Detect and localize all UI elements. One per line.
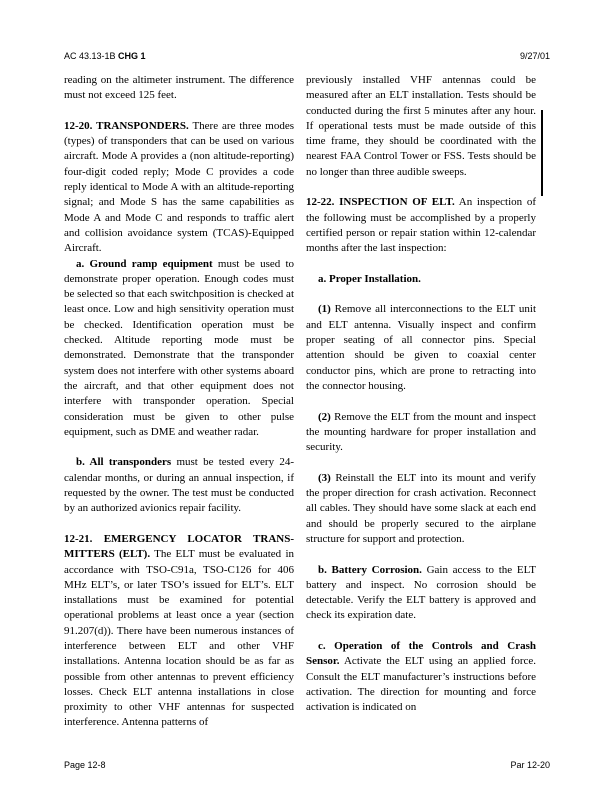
left-column <box>64 73 294 731</box>
paragraph-inspection-elt: 12-22. INSPECTION OF ELT. An inspection of the following must be accomplished by a properly certified person or repair station within 12-calendar months after the last inspection: <box>306 196 536 255</box>
section-heading-12-22: 12-22. INSPECTION OF ELT. <box>306 196 455 209</box>
paragraph-step-2: (2) Remove the ELT from the mount and inspect the mounting hardware for proper installation and security. <box>306 410 536 454</box>
footer-page: Page 12-8 <box>64 760 106 770</box>
step-number-1: (1) <box>318 303 331 316</box>
subheading-controls: c. Operation of the Controls and Crash Sensor. <box>306 639 536 668</box>
step-number-3: (3) <box>318 471 331 484</box>
subheading-a: a. Ground ramp equipment <box>76 257 213 270</box>
header-doc-id <box>64 51 146 61</box>
change-bar <box>541 110 543 196</box>
change-label: CHG 1 <box>118 51 146 61</box>
paragraph-controls-sensor: c. Operation of the Controls and Crash Sensor. Activate the ELT using an applied force. Consult the ELT manufacturer’s instructions before activation. The direction for mounting and force activation is indicated on <box>306 639 536 714</box>
paragraph-elt: 12-21. EMERGENCY LOCATOR TRANS- MITTERS (ELT). The ELT must be evaluated in accordance with TSO-C91a, TSO-C126 for 406 MHz ELT’s, or later TSO’s issued for ELT’s. ELT installations must be examined for potential operational problems at least once a year (section 91.207(d)). There have been numerous instances of interference between ELT and other VHF installations. Antenna location should be as far as possible from other antennas to prevent efficiency losses. Check ELT antenna installations in close proximity to other VHF antennas for suspected interference. Antenna patterns of <box>64 532 294 729</box>
section-heading-12-21: 12-21. EMERGENCY LOCATOR TRANS- MITTERS (ELT). <box>64 532 294 561</box>
subheading-b: b. All transponders <box>76 456 172 469</box>
subheading-battery: b. Battery Corrosion. <box>318 563 422 576</box>
step-number-2: (2) <box>318 410 331 423</box>
right-column <box>306 73 536 715</box>
section-heading-12-20: 12-20. TRANSPONDERS. <box>64 119 189 132</box>
doc-id: AC 43.13-1B <box>64 51 119 61</box>
paragraph-battery-corrosion: b. Battery Corrosion. Gain access to the ELT battery and inspect. No corrosion should be detectable. Verify the ELT battery is approved and check its expiration date. <box>306 563 536 622</box>
paragraph-ground-ramp: a. Ground ramp equipment must be used to demonstrate proper operation. Enough codes must be selected so that each switchposition is checked at least once. Low and high sensitivity operation must be checked. Identification operation must be checked. Altitude reporting mode must be demonstrated. Demonstrate that the transponder system does not interfere with other systems aboard the aircraft, and that other equipment does not interfere with transponder operation. Special consideration must be given to other pulse equipment, such as DME and weather radar. <box>64 257 294 438</box>
header-date: 9/27/01 <box>519 51 550 61</box>
footer-paragraph: Par 12-20 <box>510 760 550 770</box>
paragraph-all-transponders: b. All transponders must be tested every 24-calendar months, or during an annual inspection, if requested by the owner. The test must be conducted by an authorized avionics repair facility. <box>64 456 294 515</box>
paragraph-step-3: (3) Reinstall the ELT into its mount and verify the proper direction for crash activation. Reconnect all cables. They should have some slack at each end and should be properly secured to the airplane structure for support and protection. <box>306 471 536 545</box>
subheading-proper-installation: a. Proper Installation. <box>318 272 421 285</box>
paragraph-altimeter: reading on the altimeter instrument. The difference must not exceed 125 feet. <box>64 74 294 102</box>
paragraph-step-1: (1) Remove all interconnections to the ELT unit and ELT antenna. Visually inspect and confirm proper seating of all connector pins. Special attention should be given to coaxial center conductor pins, which are prone to retracting into the connector housing. <box>306 303 536 392</box>
paragraph-antenna-patterns: previously installed VHF antennas could be measured after an ELT installation. Tests should be conducted during the first 5 minutes after any hour. If operational tests must be made outside of this time frame, they should be coordinated with the nearest FAA Control Tower or FSS. Tests should be no longer than three audible sweeps. <box>306 74 536 178</box>
paragraph-transponders: 12-20. TRANSPONDERS. There are three modes (types) of transponders that can be used on various aircraft. Mode A provides a (non altitude-reporting) four-digit coded reply; Mode C provides a code reply identical to Mode A with an altitude-reporting signal; and Mode S has the same capabilities as Mode A and Mode C and responds to traffic alert and collision avoidance system (TCAS)-Equipped Aircraft. <box>64 119 294 255</box>
